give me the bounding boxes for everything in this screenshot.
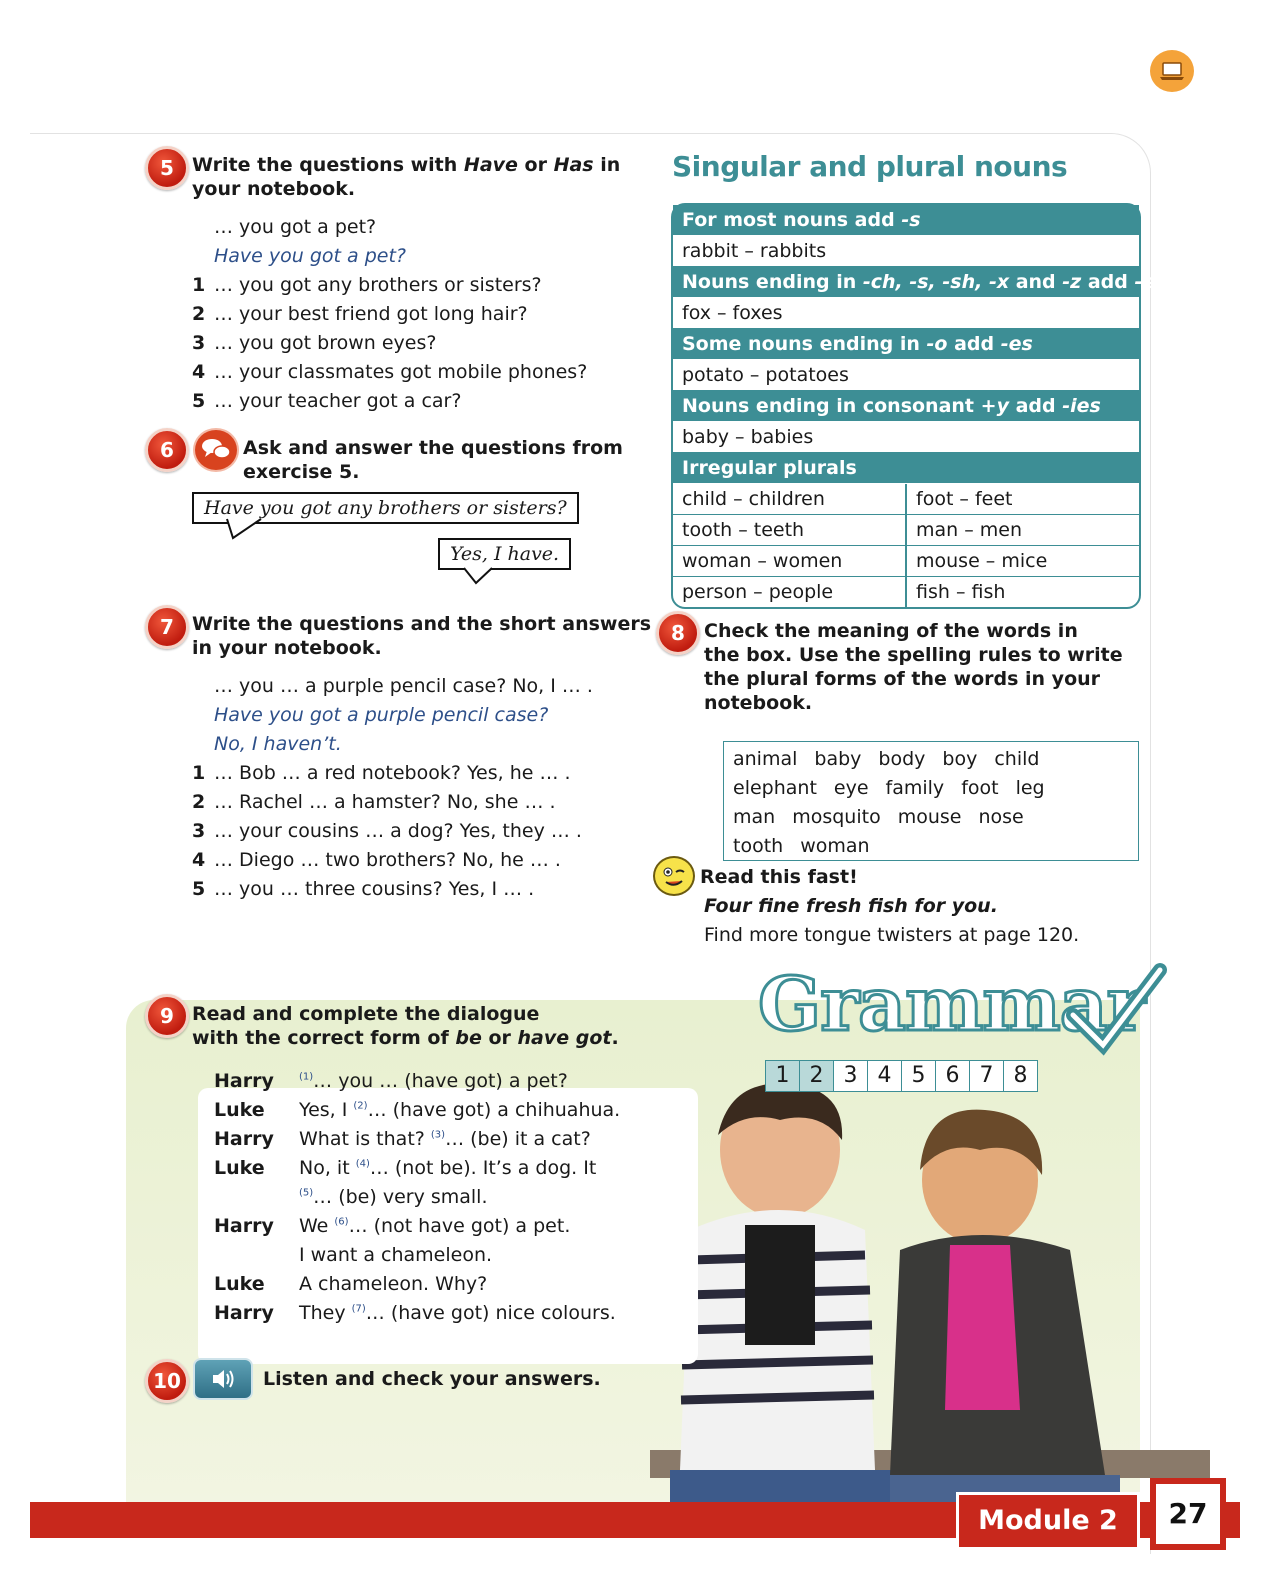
- table-row: potato – potatoes: [673, 360, 1139, 391]
- page-number: 27: [1150, 1478, 1226, 1550]
- exercise-9-badge: 9: [145, 994, 189, 1038]
- word-row: animal baby body boy child: [733, 748, 1040, 770]
- table-row: person – people fish – fish: [673, 577, 1139, 607]
- rule-header: Nouns ending in -ch, -s, -sh, -x and -z add -es: [673, 267, 1139, 298]
- dialogue-text: They $^{(7)}$… (have got) nice colours.: [299, 1302, 616, 1324]
- scale-step: 1: [765, 1060, 800, 1092]
- speaker-name: Luke: [214, 1157, 265, 1179]
- speech-bubbles-icon: [193, 428, 239, 472]
- exercise-7-badge: 7: [145, 605, 189, 649]
- exercise-5-list: [192, 271, 587, 416]
- scale-step: 3: [834, 1060, 868, 1092]
- table-row: woman – women mouse – mice: [673, 546, 1139, 577]
- boys-photo: [650, 1080, 1210, 1510]
- table-row: rabbit – rabbits: [673, 236, 1139, 267]
- tongue-twister: Four fine fresh fish for you.: [704, 895, 998, 917]
- exercise-6-badge: 6: [145, 428, 189, 472]
- winking-face-icon: [653, 856, 695, 896]
- rule-header: For most nouns add -s: [673, 205, 1139, 236]
- exercise-7-example-short-answer: No, I haven’t.: [214, 733, 342, 755]
- laptop-icon[interactable]: [1150, 50, 1194, 92]
- exercise-5-title: Write the questions with Have or Has in your notebook.: [192, 154, 621, 200]
- word-row: tooth woman: [733, 835, 870, 857]
- exercise-10-badge: 10: [145, 1359, 189, 1403]
- table-row: fox – foxes: [673, 298, 1139, 329]
- scale-step: 6: [936, 1060, 970, 1092]
- exercise-5-example-question: … you got a pet?: [214, 216, 377, 238]
- scale-step: 8: [1004, 1060, 1038, 1092]
- exercise-7-list: [192, 759, 582, 904]
- list-item: 3 … your cousins … a dog? Yes, they … .: [192, 820, 582, 842]
- table-row: tooth – teeth man – men: [673, 515, 1139, 546]
- list-item: 5 … your teacher got a car?: [192, 390, 462, 412]
- scale-step: 4: [868, 1060, 902, 1092]
- exercise-7-title: Write the questions and the short answers in your notebook.: [192, 613, 652, 659]
- exercise-5-badge: 5: [145, 146, 189, 190]
- bubble-tail: [462, 567, 502, 587]
- speaker-name: Harry: [214, 1215, 274, 1237]
- exercise-8-title: Check the meaning of the words in the box. Use the spelling rules to write the plural forms of the words in your notebook.: [704, 620, 1123, 714]
- plural-section-title: Singular and plural nouns: [672, 150, 1068, 183]
- dialogue-text: $^{(5)}$… (be) very small.: [299, 1186, 488, 1208]
- speaker-name: Harry: [214, 1302, 274, 1324]
- scale-step: 5: [902, 1060, 936, 1092]
- speech-bubble-answer: Yes, I have.: [438, 538, 571, 570]
- dialogue-text: No, it $^{(4)}$… (not be). It’s a dog. It: [299, 1157, 597, 1179]
- dialogue-text: We $^{(6)}$… (not have got) a pet.: [299, 1215, 571, 1237]
- table-row: baby – babies: [673, 422, 1139, 453]
- rule-header: Irregular plurals: [673, 453, 1139, 484]
- list-item: 2 … Rachel … a hamster? No, she … .: [192, 791, 556, 813]
- list-item: 1 … you got any brothers or sisters?: [192, 274, 542, 296]
- rule-header: Nouns ending in consonant +y add -ies: [673, 391, 1139, 422]
- dialogue-text: I want a chameleon.: [299, 1244, 493, 1266]
- exercise-8-badge: 8: [656, 611, 700, 655]
- plural-rules-table: [671, 203, 1167, 609]
- dialogue-text: Yes, I $^{(2)}$… (have got) a chihuahua.: [299, 1099, 621, 1121]
- bubble-tail: [225, 518, 265, 542]
- word-box: [723, 741, 1139, 861]
- module-label: Module 2: [956, 1492, 1140, 1547]
- exercise-9-title: Read and complete the dialogue with the correct form of be or have got.: [192, 1003, 619, 1049]
- list-item: 4 … your classmates got mobile phones?: [192, 361, 588, 383]
- speaker-icon[interactable]: [193, 1358, 253, 1400]
- dialogue-lines: [198, 1066, 698, 1342]
- word-row: elephant eye family foot leg: [733, 777, 1045, 799]
- exercise-6-title: Ask and answer the questions from exercise 5.: [243, 437, 623, 483]
- exercise-7-example-question: … you … a purple pencil case? No, I … .: [214, 675, 593, 697]
- exercise-10-title: Listen and check your answers.: [263, 1368, 601, 1390]
- scale-step: 2: [800, 1060, 834, 1092]
- list-item: 4 … Diego … two brothers? No, he … .: [192, 849, 561, 871]
- dialogue-text: $^{(1)}$… you … (have got) a pet?: [299, 1070, 568, 1092]
- scale-step: 7: [970, 1060, 1004, 1092]
- list-item: 5 … you … three cousins? Yes, I … .: [192, 878, 535, 900]
- speech-bubble-question: Have you got any brothers or sisters?: [192, 492, 579, 524]
- more-twisters-note: Find more tongue twisters at page 120.: [704, 924, 1080, 946]
- rule-header: Some nouns ending in -o add -es: [673, 329, 1139, 360]
- exercise-5-example-answer: Have you got a pet?: [214, 245, 406, 267]
- speaker-name: Luke: [214, 1273, 265, 1295]
- list-item: 2 … your best friend got long hair?: [192, 303, 528, 325]
- word-row: man mosquito mouse nose: [733, 806, 1024, 828]
- list-item: 3 … you got brown eyes?: [192, 332, 437, 354]
- speaker-name: Harry: [214, 1070, 274, 1092]
- speaker-name: Harry: [214, 1128, 274, 1150]
- grammar-logo-word: Grammar: [758, 962, 1145, 1048]
- dialogue-text: What is that? $^{(3)}$… (be) it a cat?: [299, 1128, 591, 1150]
- table-row: child – children foot – feet: [673, 484, 1139, 515]
- speaker-name: Luke: [214, 1099, 265, 1121]
- checkmark-icon: [1065, 960, 1165, 1055]
- progress-scale: [765, 1060, 1038, 1092]
- dialogue-text: A chameleon. Why?: [299, 1273, 488, 1295]
- list-item: 1 … Bob … a red notebook? Yes, he … .: [192, 762, 571, 784]
- exercise-7-example-answer: Have you got a purple pencil case?: [214, 704, 549, 726]
- read-this-fast-title: Read this fast!: [700, 866, 858, 888]
